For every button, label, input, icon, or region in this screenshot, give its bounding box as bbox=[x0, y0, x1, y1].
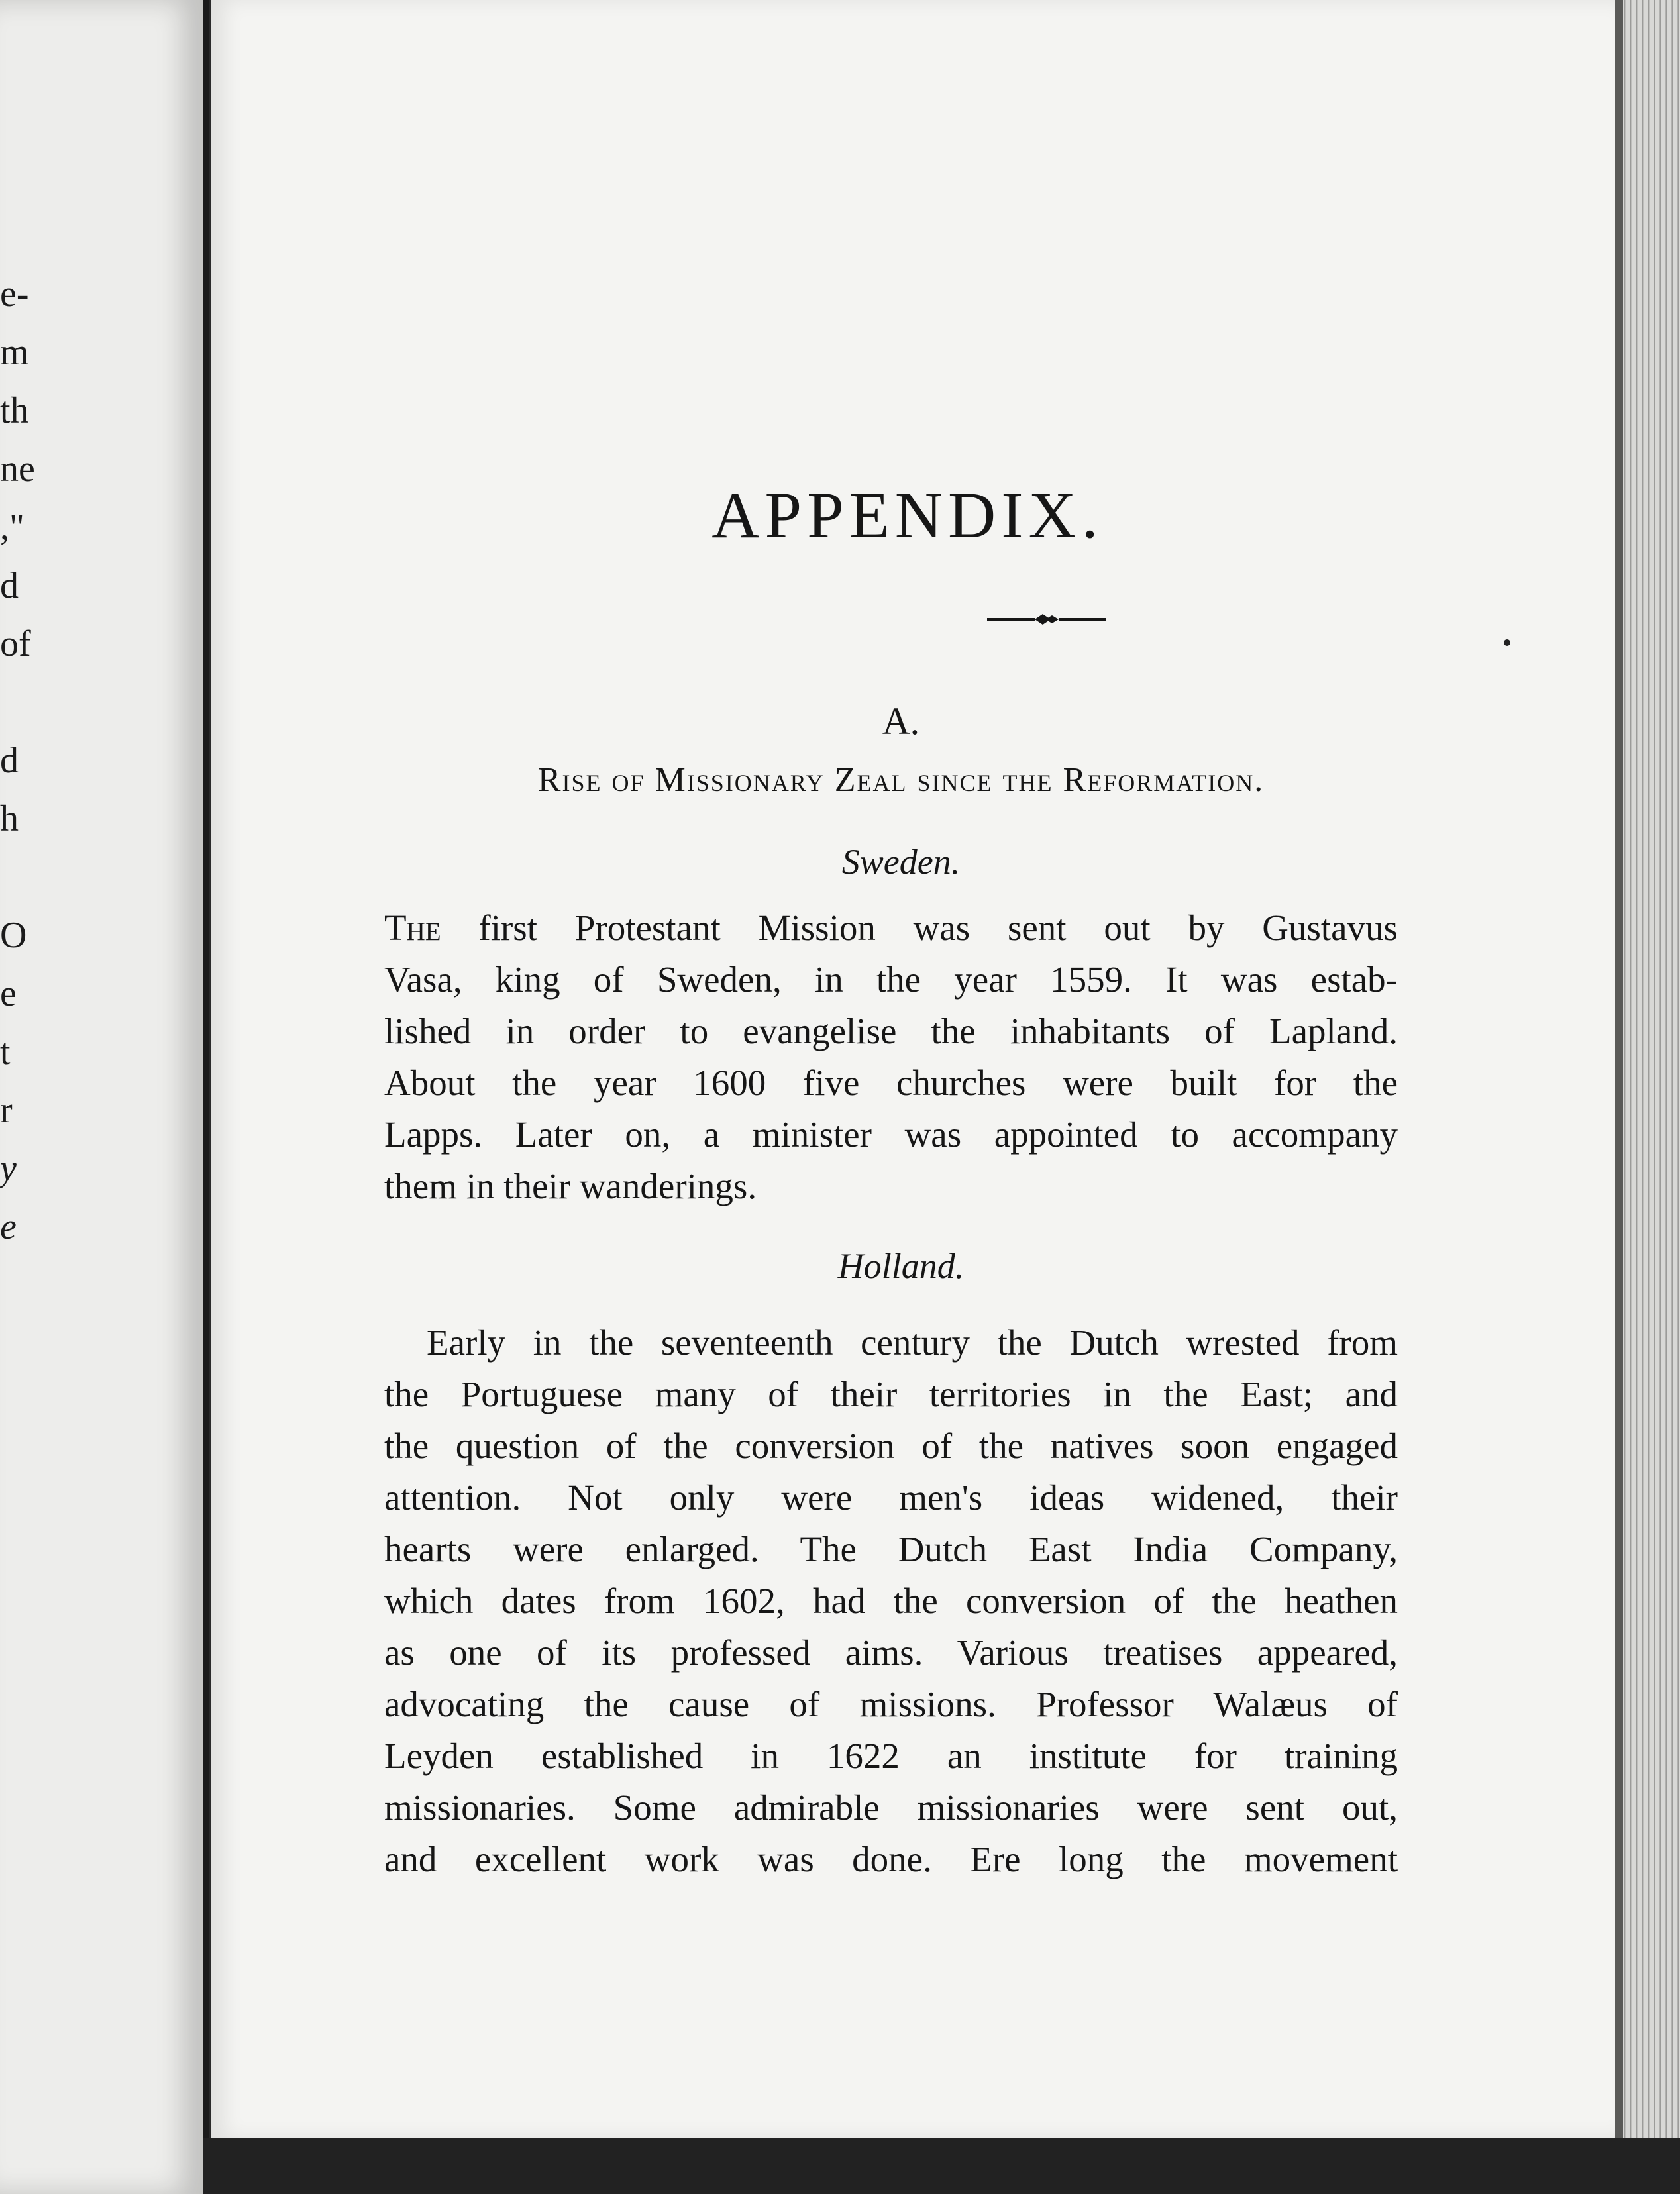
subsection-heading-sweden: Sweden. bbox=[841, 842, 961, 882]
left-fragment: d bbox=[0, 565, 19, 606]
section-heading: Rise of Missionary Zeal since the Reformation. bbox=[537, 761, 1265, 799]
text-line: lished in order to evangelise the inhabitants of Lapland. bbox=[384, 1011, 1398, 1051]
book-bottom-shadow bbox=[203, 2138, 1680, 2194]
text-line: advocating the cause of missions. Professor Walæus of bbox=[384, 1684, 1398, 1724]
page-edge-shadow bbox=[1615, 0, 1623, 2194]
text-line: The first Protestant Mission was sent out by Gustavus bbox=[384, 908, 1398, 948]
left-fragment: h bbox=[0, 798, 19, 839]
left-fragment: e bbox=[0, 973, 17, 1014]
left-fragment: y bbox=[0, 1148, 17, 1189]
left-fragment bbox=[0, 848, 35, 906]
subsection-heading-holland: Holland. bbox=[837, 1246, 965, 1286]
text-line: as one of its professed aims. Various treatises appeared, bbox=[384, 1632, 1398, 1673]
text-line: missionaries. Some admirable missionaries were sent out, bbox=[384, 1787, 1398, 1828]
text-line: the question of the conversion of the natives soon engaged bbox=[384, 1426, 1398, 1466]
text-line: which dates from 1602, had the conversion of the heathen bbox=[384, 1581, 1398, 1621]
left-fragment: r bbox=[0, 1090, 13, 1131]
text-line: Leyden established in 1622 an institute for training bbox=[384, 1736, 1398, 1776]
ornament-divider-icon bbox=[987, 606, 1106, 633]
text-line: them in their wanderings. bbox=[384, 1166, 757, 1206]
left-fragment: e bbox=[0, 1206, 17, 1247]
left-page-fragments bbox=[0, 265, 35, 1256]
left-fragment: of bbox=[0, 623, 31, 664]
left-fragment: m bbox=[0, 332, 29, 373]
text-line: About the year 1600 five churches were built for the bbox=[384, 1063, 1398, 1103]
text-line: hearts were enlarged. The Dutch East India Company, bbox=[384, 1529, 1398, 1569]
left-fragment: ," bbox=[0, 507, 25, 548]
text-line: Early in the seventeenth century the Dutch wrested from bbox=[427, 1322, 1398, 1363]
left-fragment: d bbox=[0, 740, 19, 781]
paragraph-sweden bbox=[384, 902, 1398, 1212]
ink-speck bbox=[1504, 639, 1510, 646]
section-letter: A. bbox=[882, 700, 920, 743]
paragraph-holland bbox=[384, 1317, 1398, 1885]
text-line: the Portuguese many of their territories in the East; and bbox=[384, 1374, 1398, 1414]
left-page bbox=[0, 0, 209, 2194]
left-fragment bbox=[0, 673, 35, 731]
text-line: Vasa, king of Sweden, in the year 1559. It was estab- bbox=[384, 959, 1398, 1000]
text-line: attention. Not only were men's ideas widened, their bbox=[384, 1477, 1398, 1518]
left-fragment: ne bbox=[0, 448, 35, 490]
text-line: Lapps. Later on, a minister was appointed to accompany bbox=[384, 1114, 1398, 1155]
left-fragment: e- bbox=[0, 274, 29, 315]
drop-word: The bbox=[384, 908, 441, 948]
left-fragment: t bbox=[0, 1031, 11, 1072]
page-title: APPENDIX. bbox=[711, 478, 1104, 552]
appendix-page bbox=[211, 0, 1615, 2138]
text-line: and excellent work was done. Ere long the movement bbox=[384, 1839, 1398, 1879]
left-fragment: O bbox=[0, 915, 27, 956]
left-fragment: th bbox=[0, 390, 29, 431]
